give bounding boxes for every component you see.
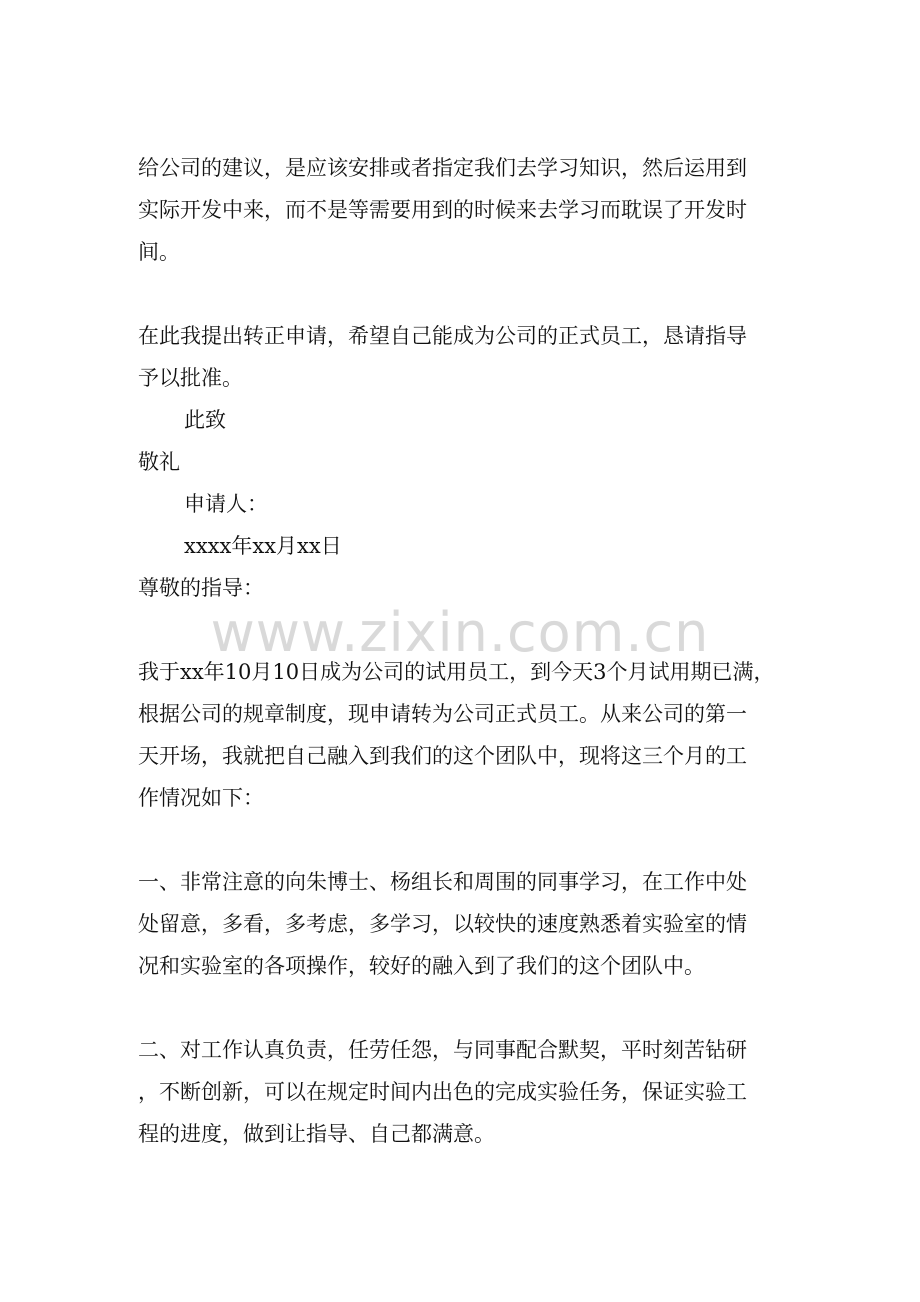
paragraph-3-line-2: 根据公司的规章制度，现申请转为公司正式员工。从来公司的第一 bbox=[138, 702, 747, 726]
paragraph-1-line-3: 间。 bbox=[138, 240, 180, 264]
closing-applicant: 申请人： bbox=[184, 492, 268, 516]
closing-cizhi: 此致 bbox=[184, 408, 226, 432]
paragraph-2-line-2: 予以批准。 bbox=[138, 366, 243, 390]
salutation: 尊敬的指导： bbox=[138, 576, 264, 600]
paragraph-3-line-4: 作情况如下： bbox=[138, 786, 264, 810]
paragraph-2-line-1: 在此我提出转正申请，希望自己能成为公司的正式员工，恳请指导 bbox=[138, 324, 747, 348]
paragraph-5-line-3: 程的进度，做到让指导、自己都满意。 bbox=[138, 1122, 495, 1146]
paragraph-1-line-1: 给公司的建议，是应该安排或者指定我们去学习知识，然后运用到 bbox=[138, 156, 747, 180]
paragraph-3-line-1: 我于xx年10月10日成为公司的试用员工，到今天3个月试用期已满， bbox=[138, 660, 775, 684]
paragraph-5-line-2: ，不断创新，可以在规定时间内出色的完成实验任务，保证实验工 bbox=[138, 1080, 747, 1104]
paragraph-1-line-2: 实际开发中来，而不是等需要用到的时候来去学习而耽误了开发时 bbox=[138, 198, 747, 222]
watermark: www.zixin.com.cn bbox=[210, 601, 710, 664]
closing-jingli: 敬礼 bbox=[138, 450, 180, 474]
paragraph-4-line-3: 况和实验室的各项操作，较好的融入到了我们的这个团队中。 bbox=[138, 954, 705, 978]
paragraph-4-line-2: 处留意，多看，多考虑，多学习，以较快的速度熟悉着实验室的情 bbox=[138, 912, 747, 936]
closing-date: xxxx年xx月xx日 bbox=[184, 534, 342, 558]
paragraph-4-line-1: 一、非常注意的向朱博士、杨组长和周围的同事学习，在工作中处 bbox=[138, 870, 747, 894]
paragraph-3-line-3: 天开场，我就把自己融入到我们的这个团队中，现将这三个月的工 bbox=[138, 744, 747, 768]
paragraph-5-line-1: 二、对工作认真负责，任劳任怨，与同事配合默契，平时刻苦钻研 bbox=[138, 1038, 747, 1062]
